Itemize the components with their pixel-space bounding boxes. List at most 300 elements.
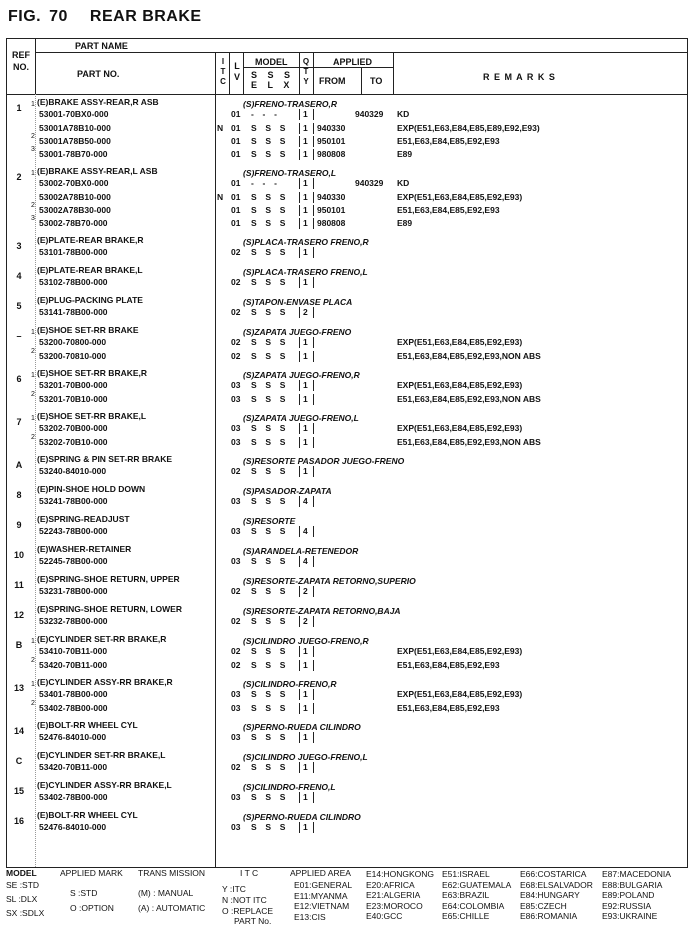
level: 03 (231, 526, 241, 536)
part-name: (E)SPRING-SHOE RETURN, LOWER (37, 604, 182, 614)
itc-flag: N (217, 192, 224, 202)
part-name: (E)CYLINDER SET-RR BRAKE,R (37, 634, 167, 644)
ref-number: A (15, 460, 23, 470)
applied-to: 940329 (355, 178, 384, 188)
part-name: (E)CYLINDER SET-RR BRAKE,L (37, 750, 166, 760)
part-name: (E)SPRING & PIN SET-RR BRAKE (37, 454, 173, 464)
quantity: 1 (303, 394, 308, 404)
model-applicability: S S S (251, 437, 286, 447)
qty-tick-right (313, 394, 314, 405)
sub-number: 3 (31, 215, 35, 222)
model-applicability: S S S (251, 380, 286, 390)
part-name-spanish: (S)ARANDELA-RETENEDOR (243, 546, 359, 556)
qty-tick-right (313, 646, 314, 657)
header-from: FROM (319, 76, 346, 86)
ref-number: 12 (13, 610, 24, 620)
part-name-spanish: (S)CILINDRO-FRENO,R (243, 679, 337, 689)
part-name: (E)PLATE-REAR BRAKE,R (37, 235, 144, 245)
model-applicability: S S S (251, 616, 286, 626)
quantity: 4 (303, 526, 308, 536)
qty-tick (299, 822, 300, 833)
part-number: 53201-70B00-000 (39, 380, 108, 390)
area-code: E51:ISRAEL (442, 869, 490, 879)
part-name: (E)BOLT-RR WHEEL CYL (37, 810, 138, 820)
part-number: 52245-78B00-000 (39, 556, 108, 566)
qty-tick-right (313, 423, 314, 434)
qty-tick (299, 646, 300, 657)
col-divider-body (35, 94, 36, 867)
part-number: 53102-78B00-000 (39, 277, 108, 287)
ref-number: 10 (13, 550, 24, 560)
figure-label: FIG. (8, 8, 42, 25)
quantity: 4 (303, 556, 308, 566)
sub-number: 2 (31, 434, 35, 441)
qty-tick-right (313, 496, 314, 507)
legend-trans-manual: (M) : MANUAL (138, 888, 194, 898)
part-number: 53141-78B00-000 (39, 307, 108, 317)
qty-tick (299, 178, 300, 189)
part-number: 53402-78B00-000 (39, 792, 108, 802)
ref-number: 6 (16, 374, 22, 384)
qty-tick (299, 337, 300, 348)
quantity: 1 (303, 380, 308, 390)
sub-number: 1 (31, 170, 35, 177)
model-applicability: S S S (251, 586, 286, 596)
part-name-spanish: (S)PERNO-RUEDA CILINDRO (243, 812, 361, 822)
part-name-spanish: (S)TAPON-ENVASE PLACA (243, 297, 353, 307)
part-name-spanish: (S)RESORTE-ZAPATA RETORNO,BAJA (243, 606, 401, 616)
sub-number: 1 (31, 638, 35, 645)
qty-tick (299, 526, 300, 537)
qty-tick-right (313, 247, 314, 258)
qty-tick-right (313, 337, 314, 348)
area-code: E12:VIETNAM (294, 901, 350, 911)
remark: E51,E63,E84,E85,E92,E93 (397, 703, 500, 713)
part-name-spanish: (S)PERNO-RUEDA CILINDRO (243, 722, 361, 732)
area-code: E66:COSTARICA (520, 869, 587, 879)
part-name-spanish: (S)CILINDRO JUEGO-FRENO,L (243, 752, 368, 762)
quantity: 1 (303, 205, 308, 215)
level: 02 (231, 247, 241, 257)
level: 02 (231, 307, 241, 317)
legend-applied-mark-title: APPLIED MARK (60, 868, 123, 878)
sub-number: 1 (31, 372, 35, 379)
qty-tick (299, 205, 300, 216)
legend-itc-o: O :REPLACE (222, 906, 274, 916)
qty-tick (299, 136, 300, 147)
qty-tick (299, 394, 300, 405)
ref-number: 4 (16, 271, 22, 281)
qty-tick-right (313, 762, 314, 773)
model-applicability: - - - (251, 109, 277, 119)
sub-number: 2 (31, 133, 35, 140)
level: 01 (231, 123, 241, 133)
qty-tick-right (313, 218, 314, 229)
header-part-name: PART NAME (75, 41, 128, 51)
part-number: 52476-84010-000 (39, 732, 107, 742)
part-number: 53200-70800-000 (39, 337, 107, 347)
part-name-spanish: (S)ZAPATA JUEGO-FRENO,R (243, 370, 360, 380)
quantity: 1 (303, 136, 308, 146)
qty-tick (299, 277, 300, 288)
area-code: E23:MOROCO (366, 900, 423, 911)
ref-number: – (16, 331, 22, 341)
remark: EXP(E51,E63,E84,E85,E92,E93) (397, 337, 523, 347)
qty-tick (299, 123, 300, 134)
level: 03 (231, 423, 241, 433)
part-name: (E)BOLT-RR WHEEL CYL (37, 720, 138, 730)
quantity: 2 (303, 586, 308, 596)
qty-tick-right (313, 437, 314, 448)
qty-tick (299, 703, 300, 714)
sub-number: 1 (31, 681, 35, 688)
level: 03 (231, 703, 241, 713)
legend-itc-n: N :NOT ITC (222, 895, 267, 905)
level: 03 (231, 732, 241, 742)
qty-tick (299, 423, 300, 434)
qty-tick-right (313, 466, 314, 477)
part-number: 53231-78B00-000 (39, 586, 108, 596)
ref-number: 5 (16, 301, 22, 311)
legend-area-title: APPLIED AREA (290, 868, 351, 878)
area-code: E11:MYANMA (294, 890, 348, 901)
model-applicability: S S S (251, 703, 286, 713)
model-applicability: S S S (251, 423, 286, 433)
legend-model-se: SE :STD (6, 880, 40, 890)
header-model-cols: S S S E L X (251, 70, 295, 90)
level: 01 (231, 149, 241, 159)
quantity: 1 (303, 109, 308, 119)
col-divider-to (361, 67, 362, 94)
part-number: 53002-78B70-000 (39, 218, 108, 228)
level: 03 (231, 822, 241, 832)
ref-number: 16 (13, 816, 24, 826)
part-number: 53201-70B10-000 (39, 394, 108, 404)
ref-number: B (15, 640, 23, 650)
ref-number: 1 (16, 103, 22, 113)
applied-to: 940329 (355, 109, 384, 119)
qty-tick-right (313, 822, 314, 833)
part-number: 53002A78B30-000 (39, 205, 111, 215)
remark: EXP(E51,E63,E84,E85,E92,E93) (397, 380, 523, 390)
area-code: E14:HONGKONG (366, 869, 435, 879)
area-code: E40:GCC (366, 911, 403, 921)
figure-title (8, 8, 226, 26)
ref-number: 7 (16, 417, 22, 427)
part-name-spanish: (S)PASADOR-ZAPATA (243, 486, 332, 496)
ref-number: 14 (13, 726, 24, 736)
qty-tick (299, 586, 300, 597)
part-number: 53001-70BX0-000 (39, 109, 109, 119)
part-name: (E)BRAKE ASSY-REAR,R ASB (37, 97, 159, 107)
header-itc: I T C (220, 57, 226, 86)
remark: EXP(E51,E63,E84,E85,E92,E93) (397, 689, 523, 699)
quantity: 1 (303, 792, 308, 802)
legend-model-sx: SX :SDLX (6, 908, 45, 918)
col-divider-remarks (393, 52, 394, 94)
qty-tick-right (313, 792, 314, 803)
model-applicability: S S S (251, 822, 286, 832)
sub-number: 1 (31, 101, 35, 108)
sub-number: 1 (31, 415, 35, 422)
remark: E51,E63,E84,E85,E92,E93,NON ABS (397, 394, 541, 404)
qty-tick (299, 149, 300, 160)
model-applicability: S S S (251, 218, 286, 228)
qty-tick (299, 616, 300, 627)
quantity: 1 (303, 660, 308, 670)
header-divider-2 (243, 67, 393, 68)
part-number: 53232-78B00-000 (39, 616, 108, 626)
part-number: 53002A78B10-000 (39, 192, 111, 202)
model-applicability: S S S (251, 192, 286, 202)
qty-tick-right (313, 556, 314, 567)
legend-area-col1 (294, 880, 352, 922)
area-code: E85:CZECH (520, 900, 567, 911)
part-name: (E)PLUG-PACKING PLATE (37, 295, 143, 305)
qty-tick (299, 496, 300, 507)
qty-tick (299, 218, 300, 229)
qty-tick (299, 732, 300, 743)
quantity: 1 (303, 703, 308, 713)
part-number: 52243-78B00-000 (39, 526, 108, 536)
remark: EXP(E51,E63,E84,E85,E92,E93) (397, 192, 523, 202)
level: 03 (231, 437, 241, 447)
part-number: 53001A78B50-000 (39, 136, 111, 146)
part-number: 53001-78B70-000 (39, 149, 108, 159)
legend-itc-y: Y :ITC (222, 884, 246, 894)
area-code: E84:HUNGARY (520, 890, 580, 900)
qty-tick (299, 380, 300, 391)
itc-flag: N (217, 123, 224, 133)
qty-tick-right (313, 616, 314, 627)
legend (0, 866, 691, 929)
header-bottom-line (7, 94, 687, 95)
col-divider-itc (215, 52, 216, 867)
qty-tick-right (313, 149, 314, 160)
header-qty: Q T Y (302, 57, 310, 86)
part-name: (E)BRAKE ASSY-REAR,L ASB (37, 166, 158, 176)
part-name-spanish: (S)FRENO-TRASERO,L (243, 168, 337, 178)
col-divider-model (243, 52, 244, 94)
level: 03 (231, 556, 241, 566)
level: 02 (231, 616, 241, 626)
model-applicability: S S S (251, 351, 286, 361)
quantity: 1 (303, 337, 308, 347)
model-applicability: S S S (251, 123, 286, 133)
qty-tick-right (313, 109, 314, 120)
level: 02 (231, 586, 241, 596)
part-number: 53241-78B00-000 (39, 496, 108, 506)
part-name-spanish: (S)RESORTE PASADOR JUEGO-FRENO (243, 456, 405, 466)
quantity: 1 (303, 218, 308, 228)
level: 02 (231, 277, 241, 287)
model-applicability: S S S (251, 149, 286, 159)
remark: E51,E63,E84,E85,E92,E93,NON ABS (397, 351, 541, 361)
part-name-spanish: (S)CILINDRO-FRENO,L (243, 782, 336, 792)
quantity: 1 (303, 732, 308, 742)
part-number: 53410-70B11-000 (39, 646, 108, 656)
qty-tick (299, 247, 300, 258)
quantity: 1 (303, 762, 308, 772)
remark: EXP(E51,E63,E84,E85,E92,E93) (397, 423, 523, 433)
qty-tick-right (313, 307, 314, 318)
area-code: E93:UKRAINE (602, 911, 658, 921)
model-applicability: S S S (251, 526, 286, 536)
qty-tick (299, 762, 300, 773)
header-model: MODEL (255, 57, 288, 67)
level: 01 (231, 205, 241, 215)
area-code: E20:AFRICA (366, 879, 415, 890)
qty-tick-right (313, 380, 314, 391)
area-code: E87:MACEDONIA (602, 869, 671, 879)
quantity: 1 (303, 689, 308, 699)
part-name-spanish: (S)RESORTE-ZAPATA RETORNO,SUPERIO (243, 576, 416, 586)
legend-applied-o: O :OPTION (70, 903, 114, 913)
area-code: E13:CIS (294, 911, 326, 922)
model-applicability: S S S (251, 732, 286, 742)
legend-model-sl: SL :DLX (6, 894, 38, 904)
level: 02 (231, 337, 241, 347)
figure-number: 70 (49, 8, 68, 25)
quantity: 1 (303, 123, 308, 133)
model-applicability: S S S (251, 247, 286, 257)
header-remarks: R E M A R K S (483, 72, 556, 82)
area-code: E89:POLAND (602, 890, 655, 900)
area-code: E63:BRAZIL (442, 890, 490, 900)
ref-number: 11 (14, 580, 24, 590)
applied-from: 950101 (317, 136, 346, 146)
sub-number: 2 (31, 657, 35, 664)
part-name: (E)WASHER-RETAINER (37, 544, 132, 554)
level: 02 (231, 762, 241, 772)
qty-tick-right (313, 136, 314, 147)
applied-from: 950101 (317, 205, 346, 215)
qty-tick (299, 351, 300, 362)
model-applicability: S S S (251, 762, 286, 772)
part-name: (E)SPRING-READJUST (37, 514, 130, 524)
header-lv: L V (233, 61, 240, 82)
level: 03 (231, 380, 241, 390)
model-applicability: S S S (251, 205, 286, 215)
quantity: 1 (303, 149, 308, 159)
qty-tick (299, 192, 300, 203)
legend-applied-s: S :STD (70, 888, 98, 898)
level: 01 (231, 218, 241, 228)
remark: E51,E63,E84,E85,E92,E93,NON ABS (397, 437, 541, 447)
qty-tick-right (313, 526, 314, 537)
quantity: 1 (303, 437, 308, 447)
area-code: E01:GENERAL (294, 880, 353, 890)
ref-number: 3 (16, 241, 22, 251)
header-applied: APPLIED (333, 57, 373, 67)
part-number: 53001A78B10-000 (39, 123, 111, 133)
part-name: (E)SPRING-SHOE RETURN, UPPER (37, 574, 180, 584)
area-code: E92:RUSSIA (602, 900, 652, 911)
remark: EXP(E51,E63,E84,E85,E89,E92,E93) (397, 123, 540, 133)
level: 01 (231, 192, 241, 202)
model-applicability: S S S (251, 337, 286, 347)
level: 01 (231, 136, 241, 146)
area-code: E88:BULGARIA (602, 879, 663, 890)
area-code: E86:ROMANIA (520, 911, 578, 921)
part-name: (E)SHOE SET-RR BRAKE (37, 325, 139, 335)
part-name-spanish: (S)RESORTE (243, 516, 296, 526)
quantity: 1 (303, 466, 308, 476)
legend-model-title: MODEL (6, 868, 37, 878)
qty-tick-right (313, 351, 314, 362)
remark: E51,E63,E84,E85,E92,E93 (397, 660, 500, 670)
level: 01 (231, 178, 241, 188)
ref-number: C (15, 756, 23, 766)
part-name-spanish: (S)PLACA-TRASERO FRENO,R (243, 237, 369, 247)
part-number: 53240-84010-000 (39, 466, 107, 476)
applied-from: 940330 (317, 123, 346, 133)
part-number: 53002-70BX0-000 (39, 178, 109, 188)
part-name: (E)PIN-SHOE HOLD DOWN (37, 484, 146, 494)
quantity: 1 (303, 277, 308, 287)
model-applicability: S S S (251, 646, 286, 656)
qty-tick-right (313, 178, 314, 189)
part-number: 53402-78B00-000 (39, 703, 108, 713)
ref-number: 8 (16, 490, 22, 500)
level: 03 (231, 394, 241, 404)
remark: E89 (397, 149, 413, 159)
area-code: E62:GUATEMALA (442, 879, 512, 890)
level: 02 (231, 660, 241, 670)
part-number: 53420-70B11-000 (39, 762, 108, 772)
qty-tick-right (313, 123, 314, 134)
quantity: 1 (303, 423, 308, 433)
part-number: 52476-84010-000 (39, 822, 107, 832)
part-number: 53401-78B00-000 (39, 689, 108, 699)
model-applicability: S S S (251, 277, 286, 287)
col-divider-applied (313, 52, 314, 94)
quantity: 1 (303, 646, 308, 656)
qty-tick (299, 689, 300, 700)
legend-trans-title: TRANS MISSION (138, 868, 206, 878)
remark: KD (397, 178, 410, 188)
sub-number: 2 (31, 700, 35, 707)
model-applicability: S S S (251, 394, 286, 404)
applied-from: 940330 (317, 192, 346, 202)
remark: E51,E63,E84,E85,E92,E93 (397, 205, 500, 215)
sub-number: 2 (31, 348, 35, 355)
area-code: E68:ELSALVADOR (520, 879, 593, 890)
parts-table (6, 38, 688, 868)
qty-tick-right (313, 586, 314, 597)
qty-tick (299, 109, 300, 120)
col-divider-lv (229, 52, 230, 94)
quantity: 1 (303, 247, 308, 257)
ref-number: 2 (16, 172, 22, 182)
part-name: (E)CYLINDER ASSY-RR BRAKE,R (37, 677, 173, 687)
level: 03 (231, 496, 241, 506)
quantity: 1 (303, 822, 308, 832)
part-name-spanish: (S)ZAPATA JUEGO-FRENO (243, 327, 352, 337)
model-applicability: S S S (251, 660, 286, 670)
level: 02 (231, 351, 241, 361)
legend-area-col3 (442, 869, 511, 922)
level: 02 (231, 466, 241, 476)
model-applicability: S S S (251, 689, 286, 699)
model-applicability: S S S (251, 496, 286, 506)
legend-trans-auto: (A) : AUTOMATIC (138, 903, 206, 913)
ref-number: 13 (13, 683, 24, 693)
part-number: 53202-70B00-000 (39, 423, 108, 433)
col-divider-ref (35, 39, 36, 94)
part-name-spanish: (S)ZAPATA JUEGO-FRENO,L (243, 413, 359, 423)
remark: E89 (397, 218, 413, 228)
